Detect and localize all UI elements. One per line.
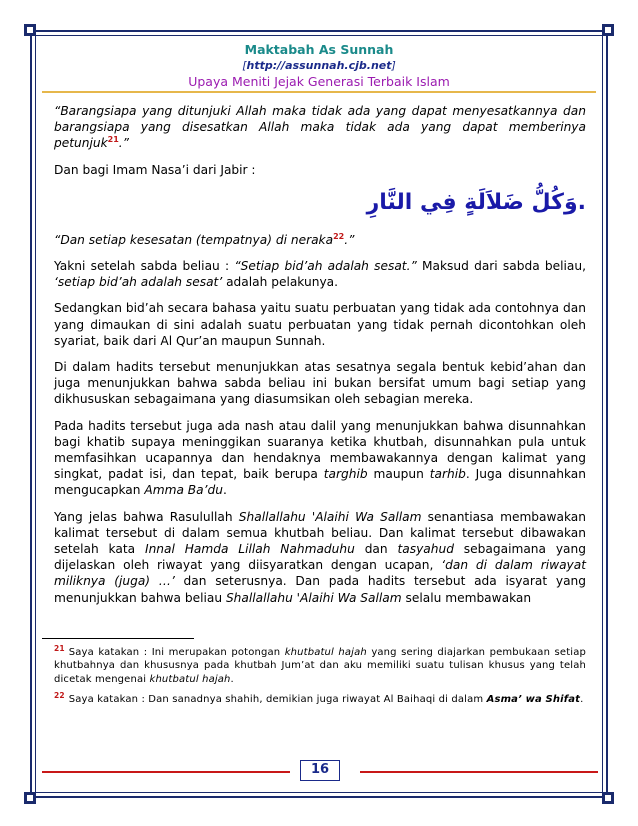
italic-run: Amma Ba’du bbox=[144, 483, 223, 498]
text-run: sebagaimana yang dijelaskan oleh riwayat yang diisyaratkan dengan ucapan, bbox=[54, 542, 586, 573]
bracket-close: ] bbox=[391, 59, 396, 72]
paragraph-quote-2 bbox=[54, 232, 586, 248]
paragraph-quote-1 bbox=[54, 103, 586, 152]
text-run: maupun bbox=[367, 467, 430, 482]
italic-run: tasyahud bbox=[397, 542, 454, 557]
text-run: . Juga disunnahkan mengucapkan bbox=[54, 467, 586, 498]
arabic-text: .وَكُلُّ ضَلاَلَةٍ فِي النَّارِ bbox=[366, 189, 586, 215]
text-run: . bbox=[230, 673, 234, 685]
text-run: adalah pelakunya. bbox=[222, 275, 338, 290]
paragraph-intro: Dan bagi Imam Nasa’i dari Jabir : bbox=[54, 162, 256, 177]
italic-run: Innal Hamda Lillah Nahmaduhu bbox=[144, 542, 355, 557]
italic-run: Shallallahu 'Alaihi Wa Sallam bbox=[238, 509, 422, 524]
text-run: . bbox=[580, 694, 584, 706]
text-run: senantiasa membawakan kalimat tersebut di dalam semua khutbah beliau. Dan kalimat tersebut dibawakan setelah kata bbox=[54, 509, 586, 557]
site-url-line bbox=[40, 58, 598, 73]
italic-run: khutbatul hajah bbox=[149, 673, 231, 685]
site-name: Maktabah As Sunnah bbox=[244, 42, 394, 57]
paragraph-hadith-meaning: Di dalam hadits tersebut menunjukkan atas sesatnya segala bentuk kebid’ahan dan juga menunjukkan bahwa sabda beliau ini bukan bersifat umum bagi setiap yang dikhususkan sebagaimana yang diasumsikan oleh sebagian mereka. bbox=[54, 360, 586, 407]
frame-corner-ornament bbox=[24, 24, 36, 36]
footnote-number: 22 bbox=[54, 690, 65, 700]
quote-text: “Barangsiapa yang ditunjuki Allah maka tidak ada yang dapat menyesatkannya dan barangsiapa yang disesatkan Allah maka tidak ada yang dapat memberinya petunjuk bbox=[54, 104, 586, 151]
text-run: dan bbox=[354, 542, 398, 557]
italic-run: tarhib bbox=[429, 467, 466, 482]
paragraph-rasulullah bbox=[54, 509, 586, 606]
quote-end: .” bbox=[344, 232, 355, 247]
italic-run: khutbatul hajah bbox=[284, 647, 367, 658]
footnote-21 bbox=[54, 643, 586, 686]
text-run: Saya katakan : Ini merupakan potongan bbox=[68, 647, 285, 658]
site-url[interactable]: http://assunnah.cjb.net bbox=[246, 59, 392, 72]
page-header bbox=[40, 42, 598, 90]
text-run: Pada hadits tersebut juga ada nash atau dalil yang menunjukkan bahwa disunnahkan bagi khatib supaya meninggikan suaranya ketika khutbah, disunnahkan pula untuk memfasihkan ucapannya dan hendaknya membawakannya dengan kalimat yang singkat, padat isi, dan tepat, baik berupa bbox=[54, 418, 586, 482]
bold-italic-run: Asma’ wa Shifat bbox=[486, 694, 581, 706]
main-content bbox=[54, 103, 586, 616]
quote-end: .” bbox=[118, 136, 129, 151]
footnote-22 bbox=[54, 690, 586, 706]
text-run: selalu membawakan bbox=[401, 590, 532, 605]
text-run: yang sering diajarkan pembukaan setiap khutbahnya dan khususnya pada khutbah Jum’at dan aku memiliki suatu tulisan khusus yang telah dicetak mengenai bbox=[54, 647, 586, 685]
bracket-open: [ bbox=[242, 59, 247, 72]
paragraph-khutbah bbox=[54, 418, 586, 499]
frame-corner-ornament bbox=[602, 24, 614, 36]
frame-corner-ornament bbox=[602, 792, 614, 804]
text-run: . bbox=[222, 483, 227, 498]
text-run: Yang jelas bahwa Rasulullah bbox=[54, 509, 239, 524]
footnote-ref-22[interactable]: 22 bbox=[333, 231, 345, 241]
frame-corner-ornament bbox=[24, 792, 36, 804]
footnotes bbox=[54, 643, 586, 714]
italic-run: targhib bbox=[323, 467, 368, 482]
italic-run: ‘setiap bid’ah adalah sesat’ bbox=[54, 275, 223, 290]
footnote-divider bbox=[42, 638, 194, 639]
page-number: 16 bbox=[300, 760, 340, 781]
text-run: Yakni setelah sabda beliau : bbox=[54, 259, 235, 274]
text-run: Maksud dari sabda beliau, bbox=[416, 259, 586, 274]
footer-line-left bbox=[42, 771, 290, 773]
site-tagline: Upaya Meniti Jejak Generasi Terbaik Islam bbox=[188, 74, 450, 89]
text-run: Saya katakan : Dan sanadnya shahih, demikian juga riwayat Al Baihaqi di dalam bbox=[68, 694, 487, 706]
header-divider bbox=[42, 91, 596, 93]
paragraph-explanation bbox=[54, 258, 586, 290]
text-run: dan seterusnya. Dan pada hadits tersebut ada isyarat yang menunjukkan bahwa beliau bbox=[54, 574, 586, 605]
italic-run: “Setiap bid’ah adalah sesat.” bbox=[234, 259, 417, 274]
italic-run: Shallallahu 'Alaihi Wa Sallam bbox=[225, 590, 402, 605]
footnote-ref-21[interactable]: 21 bbox=[107, 135, 119, 145]
footnote-number: 21 bbox=[54, 643, 65, 653]
italic-run: ‘dan di dalam riwayat miliknya (juga) …’ bbox=[54, 558, 587, 589]
footer-line-right bbox=[360, 771, 598, 773]
quote-text: “Dan setiap kesesatan (tempatnya) di neraka bbox=[54, 232, 334, 247]
paragraph-definition: Sedangkan bid’ah secara bahasa yaitu suatu perbuatan yang tidak ada contohnya dan yang dimaukan di sini adalah suatu perbuatan yang tidak pernah dicontohkan oleh syariat, baik dari Al Qur’an maupun Sunnah. bbox=[54, 301, 586, 348]
